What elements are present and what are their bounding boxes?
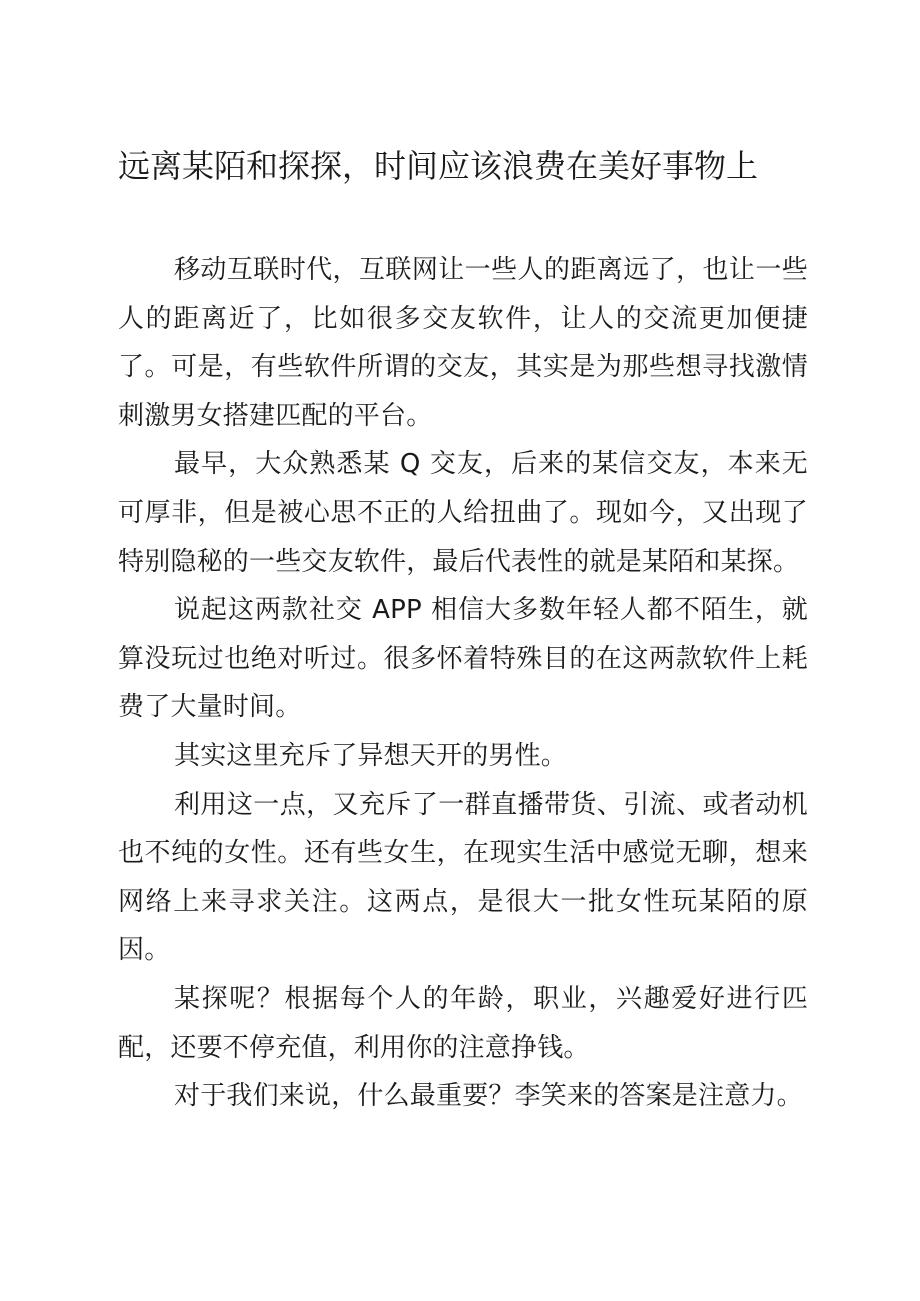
paragraph: 利用这一点，又充斥了一群直播带货、引流、或者动机也不纯的女性。还有些女生，在现实生活中感觉无聊，想来网络上来寻求关注。这两点，是很大一批女性玩某陌的原因。 (118, 789, 808, 966)
page-title: 远离某陌和探探，时间应该浪费在美好事物上 (118, 147, 759, 185)
paragraph: 其实这里充斥了异想天开的男性。 (174, 740, 568, 771)
paragraph: 最早，大众熟悉某 Q 交友，后来的某信交友，本来无可厚非，但是被心思不正的人给扭曲了。现如今，又出现了特别隐秘的一些交友软件，最后代表性的就是某陌和某探。 (118, 449, 808, 577)
paragraph: 移动互联时代，互联网让一些人的距离远了，也让一些人的距离近了，比如很多交友软件，让人的交流更加便捷了。可是，有些软件所谓的交友，其实是为那些想寻找激情刺激男女搭建匹配的平台。 (118, 255, 808, 431)
article-body (118, 246, 808, 1121)
paragraph: 对于我们来说，什么最重要？李笑来的答案是注意力。 (174, 1081, 803, 1112)
paragraph: 某探呢？根据每个人的年龄，职业，兴趣爱好进行匹配，还要不停充值，利用你的注意挣钱。 (118, 983, 808, 1063)
paragraph: 说起这两款社交 APP 相信大多数年轻人都不陌生，就算没玩过也绝对听过。很多怀着特殊目的在这两款软件上耗费了大量时间。 (118, 595, 808, 723)
